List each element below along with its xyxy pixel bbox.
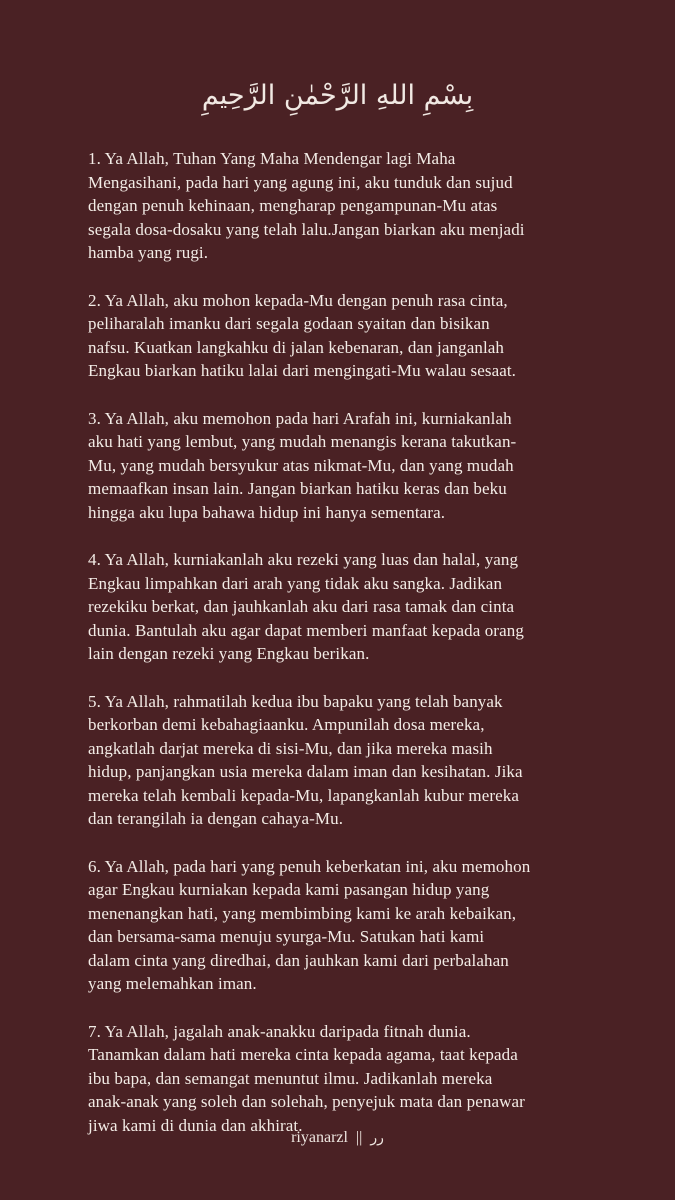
signature-arabic: رر (370, 1130, 384, 1146)
text-line: dengan penuh kehinaan, mengharap pengampunan-Mu atas (88, 196, 498, 215)
text-line: rezekiku berkat, dan jauhkanlah aku dari rasa tamak dan cinta (88, 597, 515, 616)
doa-paragraph-1 (88, 147, 628, 265)
text-line: 1. Ya Allah, Tuhan Yang Maha Mendengar lagi Maha (88, 149, 456, 168)
doa-paragraph-5 (88, 690, 628, 831)
doa-paragraph-6 (88, 855, 628, 996)
signature-separator: || (355, 1129, 363, 1146)
text-line: 3. Ya Allah, aku memohon pada hari Arafah ini, kurniakanlah (88, 408, 512, 428)
basmala-heading: بِسْمِ اللهِ الرَّحْمٰنِ الرَّحِيمِ (201, 80, 474, 111)
author-handle: riyanarzl (291, 1129, 348, 1146)
text-line: 7. Ya Allah, jagalah anak-anakku daripada fitnah dunia. (88, 1021, 471, 1041)
text-line: aku hati yang lembut, yang mudah menangis kerana takutkan- (88, 432, 517, 451)
text-line: dan terangilah ia dengan cahaya-Mu. (88, 809, 344, 828)
text-line: menenangkan hati, yang membimbing kami ke arah kebaikan, (88, 903, 517, 923)
text-line: yang melemahkan iman. (88, 974, 257, 993)
text-line: dalam cinta yang diredhai, dan jauhkan kami dari perbalahan (88, 950, 509, 970)
text-line: jiwa kami di dunia dan akhirat. (88, 1115, 303, 1135)
text-line: dan bersama-sama menuju syurga-Mu. Satukan hati kami (88, 927, 485, 946)
text-line: 2. Ya Allah, aku mohon kepada-Mu dengan penuh rasa cinta, (88, 290, 508, 310)
text-line: 5. Ya Allah, rahmatilah kedua ibu bapaku yang telah banyak (88, 691, 503, 711)
text-line: Tanamkan dalam hati mereka cinta kepada agama, taat kepada (88, 1045, 518, 1064)
text-line: Engkau limpahkan dari arah yang tidak aku sangka. Jadikan (88, 573, 503, 593)
text-line: memaafkan insan lain. Jangan biarkan hatiku keras dan beku (88, 479, 507, 498)
text-line: dunia. Bantulah aku agar dapat memberi manfaat kepada orang (88, 620, 524, 640)
doa-paragraph-7 (88, 1020, 628, 1138)
doa-paragraph-3 (88, 407, 628, 525)
text-line: hidup, panjangkan usia mereka dalam iman dan kesihatan. Jika (88, 762, 523, 781)
doa-paragraph-2 (88, 289, 628, 383)
text-line: peliharalah imanku dari segala godaan syaitan dan bisikan (88, 314, 490, 333)
text-line: anak-anak yang soleh dan solehah, penyejuk mata dan penawar (88, 1092, 525, 1111)
doa-paragraph-4 (88, 548, 628, 666)
text-line: mereka telah kembali kepada-Mu, lapangkanlah kubur mereka (88, 785, 519, 805)
doa-list (88, 147, 628, 1161)
text-line: ibu bapa, dan semangat menuntut ilmu. Jadikanlah mereka (88, 1068, 493, 1088)
text-line: 6. Ya Allah, pada hari yang penuh keberkatan ini, aku memohon (88, 856, 531, 876)
text-line: 4. Ya Allah, kurniakanlah aku rezeki yang luas dan halal, yang (88, 550, 519, 569)
text-line: agar Engkau kurniakan kepada kami pasangan hidup yang (88, 880, 490, 899)
text-line: angkatlah darjat mereka di sisi-Mu, dan jika mereka masih (88, 738, 493, 758)
text-line: hingga aku lupa bahawa hidup ini hanya sementara. (88, 502, 446, 522)
text-line: berkorban demi kebahagiaanku. Ampunilah dosa mereka, (88, 715, 485, 734)
author-signature (0, 1127, 675, 1149)
text-line: hamba yang rugi. (88, 243, 209, 262)
text-line: lain dengan rezeki yang Engkau berikan. (88, 644, 370, 663)
text-line: Engkau biarkan hatiku lalai dari mengingati-Mu walau sesaat. (88, 361, 517, 380)
text-line: segala dosa-dosaku yang telah lalu.Jangan biarkan aku menjadi (88, 219, 525, 239)
text-line: Mengasihani, pada hari yang agung ini, aku tunduk dan sujud (88, 172, 513, 192)
text-line: nafsu. Kuatkan langkahku di jalan kebenaran, dan janganlah (88, 337, 505, 357)
text-line: Mu, yang mudah bersyukur atas nikmat-Mu, dan yang mudah (88, 455, 514, 475)
